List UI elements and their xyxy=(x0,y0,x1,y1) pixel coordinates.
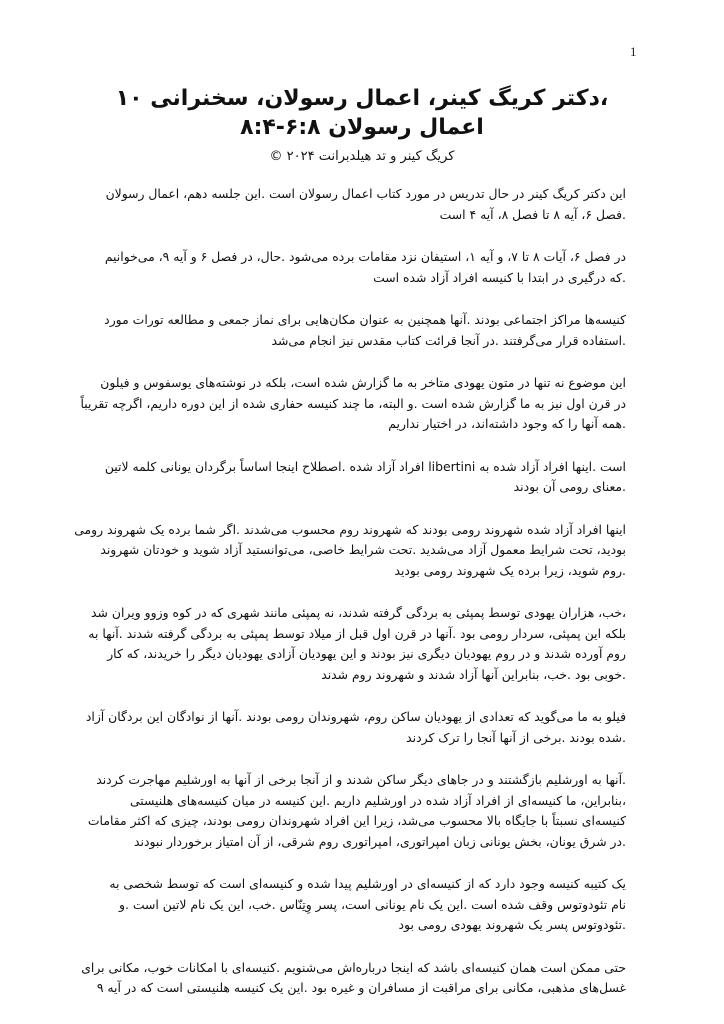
text-line: این دکتر کریگ کینر در حال تدریس در مورد کتاب اعمال رسولان است .این جلسه دهم، اعمال رسولان xyxy=(105,186,626,201)
paragraph xyxy=(74,520,626,582)
paragraph xyxy=(98,184,626,225)
text-line: ،خب، هزاران یهودی توسط پمپئی به بردگی گرفته شدند، نه پمپئی مانند شهری که در کوه وزوو ویران شد xyxy=(91,605,626,620)
text-line: .همه آنها را که وجود داشته‌اند، در اختیار نداریم xyxy=(388,416,626,431)
lecture-subtitle: اعمال رسولان ۶:۸-۸:۴ xyxy=(240,115,484,140)
text-line: .آنها به اورشلیم بازگشتند و در جاهای دیگر ساکن شدند و از آنجا برخی از آنها به اورشلیم مهاجرت کردند xyxy=(96,772,626,787)
paragraph xyxy=(81,958,626,999)
text-line: روم آورده شدند و در روم یهودیان دیگری نیز بودند و این یهودیان آزادی یهودیان دیگر را خریدند، که کار xyxy=(107,646,626,661)
paragraph xyxy=(88,603,626,685)
text-line: .در شرق یونان، بخش یونانی زبان امپراتوری، امپراتوری روم شرقی، از آن امتیاز برخوردار نبودند xyxy=(134,833,626,849)
paragraph xyxy=(98,310,626,351)
paragraph xyxy=(85,707,626,748)
text-line: در قرن اول نیز به ما گزارش شده است .و البته، ما چند کنیسه حفاری شده از این دوره داریم، اگرچه تقریباً xyxy=(80,395,626,411)
text-line: در فصل ۶، آیات ۸ تا ۷، و آیه ۱، استیفان نزد مقامات برده می‌شود .حال، در فصل ۶ و آیه ۹، می‌خوانیم xyxy=(104,249,626,264)
text-line: بلکه این پمپئی، سردار رومی بود .آنها در قرن اول قبل از میلاد توسط پمپئی به بردگی گرفته شدند .آنها به xyxy=(88,625,626,641)
text-line: غسل‌های مذهبی، مکانی برای مراقبت از مسافران و غیره بود .این یک کنیسه هلنیستی است که در آیه ۹ xyxy=(96,980,626,995)
text-line: اینها افراد آزاد شده شهروند رومی بودند که شهروند روم محسوب می‌شدند .اگر شما برده یک شهروند رومی xyxy=(74,521,626,537)
text-line: است .اینها افراد آزاد شده به libertini افراد آزاد شده .اصطلاح اینجا اساساً برگردان یونانی کلمه لاتین xyxy=(104,458,626,474)
paragraph xyxy=(87,770,626,852)
text-line: .روم شوید، زیرا برده یک شهروند رومی بودید xyxy=(394,562,626,578)
text-line: کنیسه‌ها مراکز اجتماعی بودند .آنها همچنین به عنوان مکان‌هایی برای نماز جمعی و مطالعه تورات مورد xyxy=(104,312,626,327)
text-line: .که درگیری در ابتدا با کنیسه افراد آزاد شده است xyxy=(373,269,626,285)
copyright-line: کریگ کینر و تد هیلدبرانت ۲۰۲۴ © xyxy=(269,149,455,164)
text-line: .فصل ۶، آیه ۸ تا فصل ۸، آیه ۴ است xyxy=(439,206,626,222)
lecture-title: ،دکتر کریگ کینر، اعمال رسولان، سخنرانی ۱۰ xyxy=(115,86,609,111)
title-block xyxy=(80,84,644,168)
page-number: 1 xyxy=(630,44,637,59)
text-line: یک کتیبه کنیسه وجود دارد که از کنیسه‌ای در اورشلیم پیدا شده و کنیسه‌ای است که توسط شخصی به xyxy=(109,876,626,891)
body-text xyxy=(74,184,626,1021)
text-line: فیلو به ما می‌گوید که تعدادی از یهودیان ساکن روم، شهروندان رومی بودند .آنها از نوادگان این بردگان آزاد xyxy=(85,709,626,724)
text-line: ،بنابراین، ما کنیسه‌ای از افراد آزاد شده در اورشلیم داریم .این کنیسه در میان کنیسه‌های هلنیستی xyxy=(129,792,626,808)
text-line: نام تئودوتوس وقف شده است .این یک نام یونانی است، پسر وِتِنّاس .خب، این یک نام لاتین است .و xyxy=(118,896,626,912)
paragraph xyxy=(98,247,626,288)
text-line: .استفاده قرار می‌گرفتند .در آنجا قرائت کتاب مقدس نیز انجام می‌شد xyxy=(271,332,626,348)
paragraph xyxy=(98,874,626,936)
paragraph xyxy=(80,373,626,435)
text-line: .تئودوتوس پسر یک شهروند یهودی رومی بود xyxy=(398,917,626,932)
text-line: .خوبی بود .خب، بنابراین آنها آزاد شدند و شهروند روم شدند xyxy=(321,666,626,682)
text-line: بودید، تحت شرایط معمول آزاد می‌شدید .تحت شرایط خاصی، می‌توانستید آزاد شوید و خودتان شهروند xyxy=(100,542,626,557)
text-line: این موضوع نه تنها در متون یهودی متاخر به ما گزارش شده است، بلکه در نوشته‌های یوسفوس و فیلون xyxy=(100,375,626,390)
text-line: .معنای رومی آن بودند xyxy=(513,479,626,494)
paragraph xyxy=(98,457,626,498)
text-line: حتی ممکن است همان کنیسه‌ای باشد که اینجا درباره‌اش می‌شنویم .کنیسه‌ای با امکانات خوب، مکانی برای xyxy=(81,959,626,975)
text-line: .شده بودند .برخی از آنها آنجا را ترک کردند xyxy=(406,729,626,745)
text-line: کنیسه‌ای نسبتاً با جایگاه بالا محسوب می‌شد، زیرا این افراد شهروندان رومی بودند، چیزی که اکثر مقامات xyxy=(87,813,626,828)
